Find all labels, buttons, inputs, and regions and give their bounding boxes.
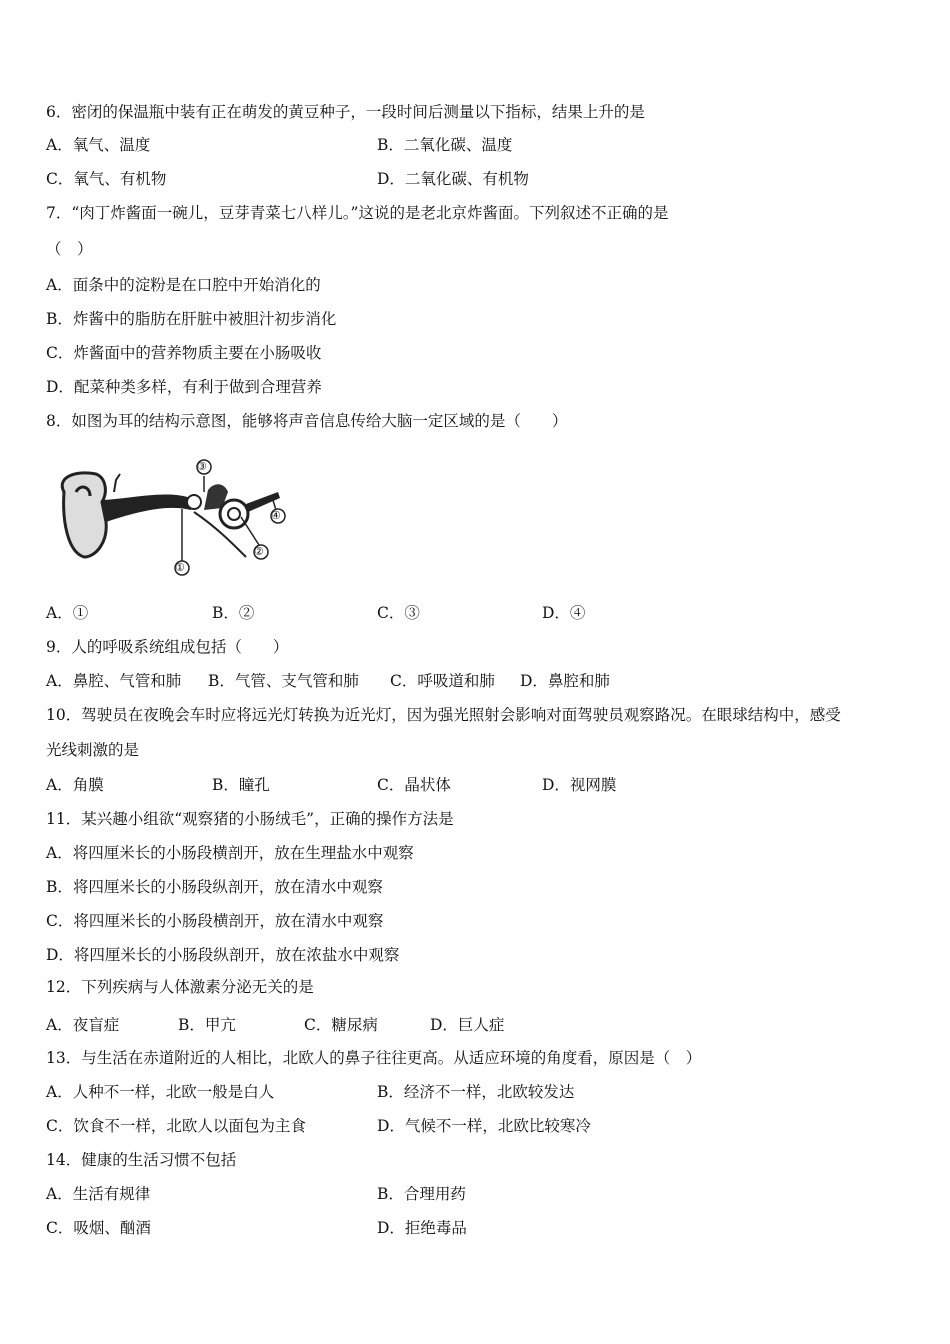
q13-option-b: B．经济不一样，北欧较发达	[377, 1083, 575, 1101]
label-3: ③	[197, 460, 207, 473]
q9-option-c: C．呼吸道和肺	[390, 672, 495, 690]
q7-option-a: A．面条中的淀粉是在口腔中开始消化的	[46, 276, 321, 294]
q12-option-d: D．巨人症	[430, 1016, 505, 1034]
label-1: ①	[175, 561, 185, 574]
q10-option-d: D．视网膜	[542, 776, 617, 794]
q13-option-d: D．气候不一样，北欧比较寒冷	[377, 1117, 591, 1135]
q13-option-c: C．饮食不一样，北欧人以面包为主食	[46, 1117, 306, 1135]
q6-option-d: D．二氧化碳、有机物	[377, 170, 529, 188]
q9-option-b: B．气管、支气管和肺	[208, 672, 359, 690]
label-4: ④	[271, 509, 281, 522]
q8-option-b: B．②	[212, 604, 255, 622]
q8-option-a: A．①	[46, 604, 89, 622]
q11-stem: 11．某兴趣小组欲“观察猪的小肠绒毛”，正确的操作方法是	[46, 810, 454, 828]
q6-stem: 6．密闭的保温瓶中装有正在萌发的黄豆种子，一段时间后测量以下指标，结果上升的是	[46, 103, 645, 121]
q13-option-a: A．人种不一样，北欧一般是白人	[46, 1083, 275, 1101]
q7-paren: （ ）	[46, 240, 93, 258]
q10-stem-line1: 10．驾驶员在夜晚会车时应将远光灯转换为近光灯，因为强光照射会影响对面驾驶员观察路况。在眼球结构中，感受	[46, 706, 841, 724]
q8-stem: 8．如图为耳的结构示意图，能够将声音信息传给大脑一定区域的是（ ）	[46, 412, 568, 430]
q9-option-d: D．鼻腔和肺	[520, 672, 610, 690]
q11-option-b: B．将四厘米长的小肠段纵剖开，放在清水中观察	[46, 878, 383, 896]
q14-option-c: C．吸烟、酗酒	[46, 1219, 151, 1237]
q10-stem-line2: 光线刺激的是	[46, 741, 140, 759]
q11-option-d: D．将四厘米长的小肠段纵剖开，放在浓盐水中观察	[46, 946, 400, 964]
q11-option-c: C．将四厘米长的小肠段横剖开，放在清水中观察	[46, 912, 384, 930]
q13-stem: 13．与生活在赤道附近的人相比，北欧人的鼻子往往更高。从适应环境的角度看，原因是（ ）	[46, 1049, 702, 1067]
q7-stem: 7．“肉丁炸酱面一碗儿，豆芽青菜七八样儿。”这说的是老北京炸酱面。下列叙述不正确的是	[46, 204, 669, 222]
label-2: ②	[254, 545, 264, 558]
q12-option-a: A．夜盲症	[46, 1016, 120, 1034]
q7-option-c: C．炸酱面中的营养物质主要在小肠吸收	[46, 344, 322, 362]
q11-option-a: A．将四厘米长的小肠段横剖开，放在生理盐水中观察	[46, 844, 414, 862]
q10-option-a: A．角膜	[46, 776, 104, 794]
q8-option-d: D．④	[542, 604, 586, 622]
q7-option-b: B．炸酱中的脂肪在肝脏中被胆汁初步消化	[46, 310, 337, 328]
q14-option-b: B．合理用药	[377, 1185, 466, 1203]
q10-option-b: B．瞳孔	[212, 776, 270, 794]
q14-stem: 14．健康的生活习惯不包括	[46, 1151, 237, 1169]
q14-option-a: A．生活有规律	[46, 1185, 151, 1203]
q12-option-b: B．甲亢	[178, 1016, 236, 1034]
q6-option-c: C．氧气、有机物	[46, 170, 167, 188]
q6-option-a: A．氧气、温度	[46, 136, 151, 154]
q10-option-c: C．晶状体	[377, 776, 451, 794]
q12-stem: 12．下列疾病与人体激素分泌无关的是	[46, 978, 314, 996]
q12-option-c: C．糖尿病	[304, 1016, 378, 1034]
q6-option-b: B．二氧化碳、温度	[377, 136, 513, 154]
q8-option-c: C．③	[377, 604, 420, 622]
q14-option-d: D．拒绝毒品	[377, 1219, 467, 1237]
q9-option-a: A．鼻腔、气管和肺	[46, 672, 182, 690]
q7-option-d: D．配菜种类多样，有利于做到合理营养	[46, 378, 322, 396]
q9-stem: 9．人的呼吸系统组成包括（ ）	[46, 638, 289, 656]
